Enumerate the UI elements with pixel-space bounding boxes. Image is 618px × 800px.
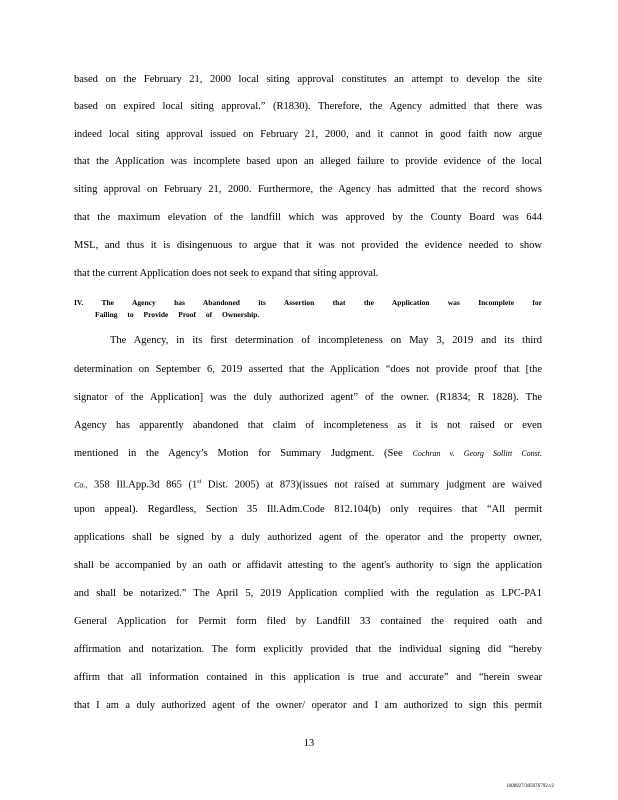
paragraph-line: based on the February 21, 2000 local siting approval constitutes an attempt to develop the site: [74, 74, 542, 85]
line-text: mentioned in the Agency’s Motion for Summary Judgment. (See: [74, 448, 403, 459]
paragraph-line: MSL, and thus it is disingenuous to argue that it was not provided the evidence needed to show: [74, 240, 542, 251]
paragraph-line: that the maximum elevation of the landfill which was approved by the County Board was 644: [74, 212, 542, 223]
document-id: 1008927/30567S792.v2: [506, 784, 554, 789]
paragraph-line: that I am a duly authorized agent of the owner/ operator and I am authorized to sign this permit: [74, 700, 542, 711]
paragraph-line: [74, 447, 542, 461]
paragraph-line: signator of the Application] was the duly authorized agent” of the owner. (R1834; R 1828). The: [74, 392, 542, 403]
line-text: 358 Ill.App.3d 865 (1: [93, 479, 198, 491]
paragraph-line: affirmation and notarization. The form explicitly provided that the individual signing did “hereby: [74, 644, 542, 655]
paragraph-line: affirm that all information contained in this application is true and accurate” and “herein swear: [74, 672, 542, 683]
paragraph-line: that the Application was incomplete based upon an alleged failure to provide evidence of the local: [74, 156, 542, 167]
paragraph-line: based on expired local siting approval.” (R1830). Therefore, the Agency admitted that there was: [74, 101, 542, 112]
paragraph-line: indeed local siting approval issued on February 21, 2000, and it cannot in good faith now argue: [74, 129, 542, 140]
paragraph-line: shall be accompanied by an oath or affidavit attesting to the agent's authority to sign the application: [74, 560, 542, 571]
case-citation: Co.,: [74, 480, 88, 490]
paragraph-line: [74, 475, 542, 493]
ordinal-suffix: st: [197, 479, 202, 485]
paragraph-line: determination on September 6, 2019 asserted that the Application “does not provide proof that [the: [74, 364, 542, 375]
section-heading-continued: Failing to Provide Proof of Ownership.: [95, 310, 260, 319]
paragraph-line: siting approval on February 21, 2000. Furthermore, the Agency has admitted that the record shows: [74, 184, 542, 195]
paragraph-line: that the current Application does not seek to expand that siting approval.: [74, 268, 379, 279]
paragraph-line: applications shall be signed by a duly authorized agent of the operator and the property owner,: [74, 532, 542, 543]
line-text: Dist. 2005) at 873)(issues not raised at summary judgment are waived: [207, 479, 543, 491]
case-citation: Cochran v. Georg Sollitt Const.: [412, 449, 542, 458]
paragraph-line: The Agency, in its first determination of incompleteness on May 3, 2019 and its third: [110, 335, 542, 346]
paragraph-line: upon appeal). Regardless, Section 35 Ill.Adm.Code 812.104(b) only requires that “All permit: [74, 504, 542, 515]
paragraph-line: Agency has apparently abandoned that claim of incompleteness as it is not raised or even: [74, 420, 542, 431]
page-number: 13: [303, 738, 315, 749]
paragraph-line: and shall be notarized.” The April 5, 2019 Application complied with the regulation as LPC-PA1: [74, 588, 542, 599]
paragraph-line: General Application for Permit form filed by Landfill 33 contained the required oath and: [74, 616, 542, 627]
section-heading: IV. The Agency has Abandoned its Assertion that the Application was Incomplete for: [74, 298, 542, 307]
